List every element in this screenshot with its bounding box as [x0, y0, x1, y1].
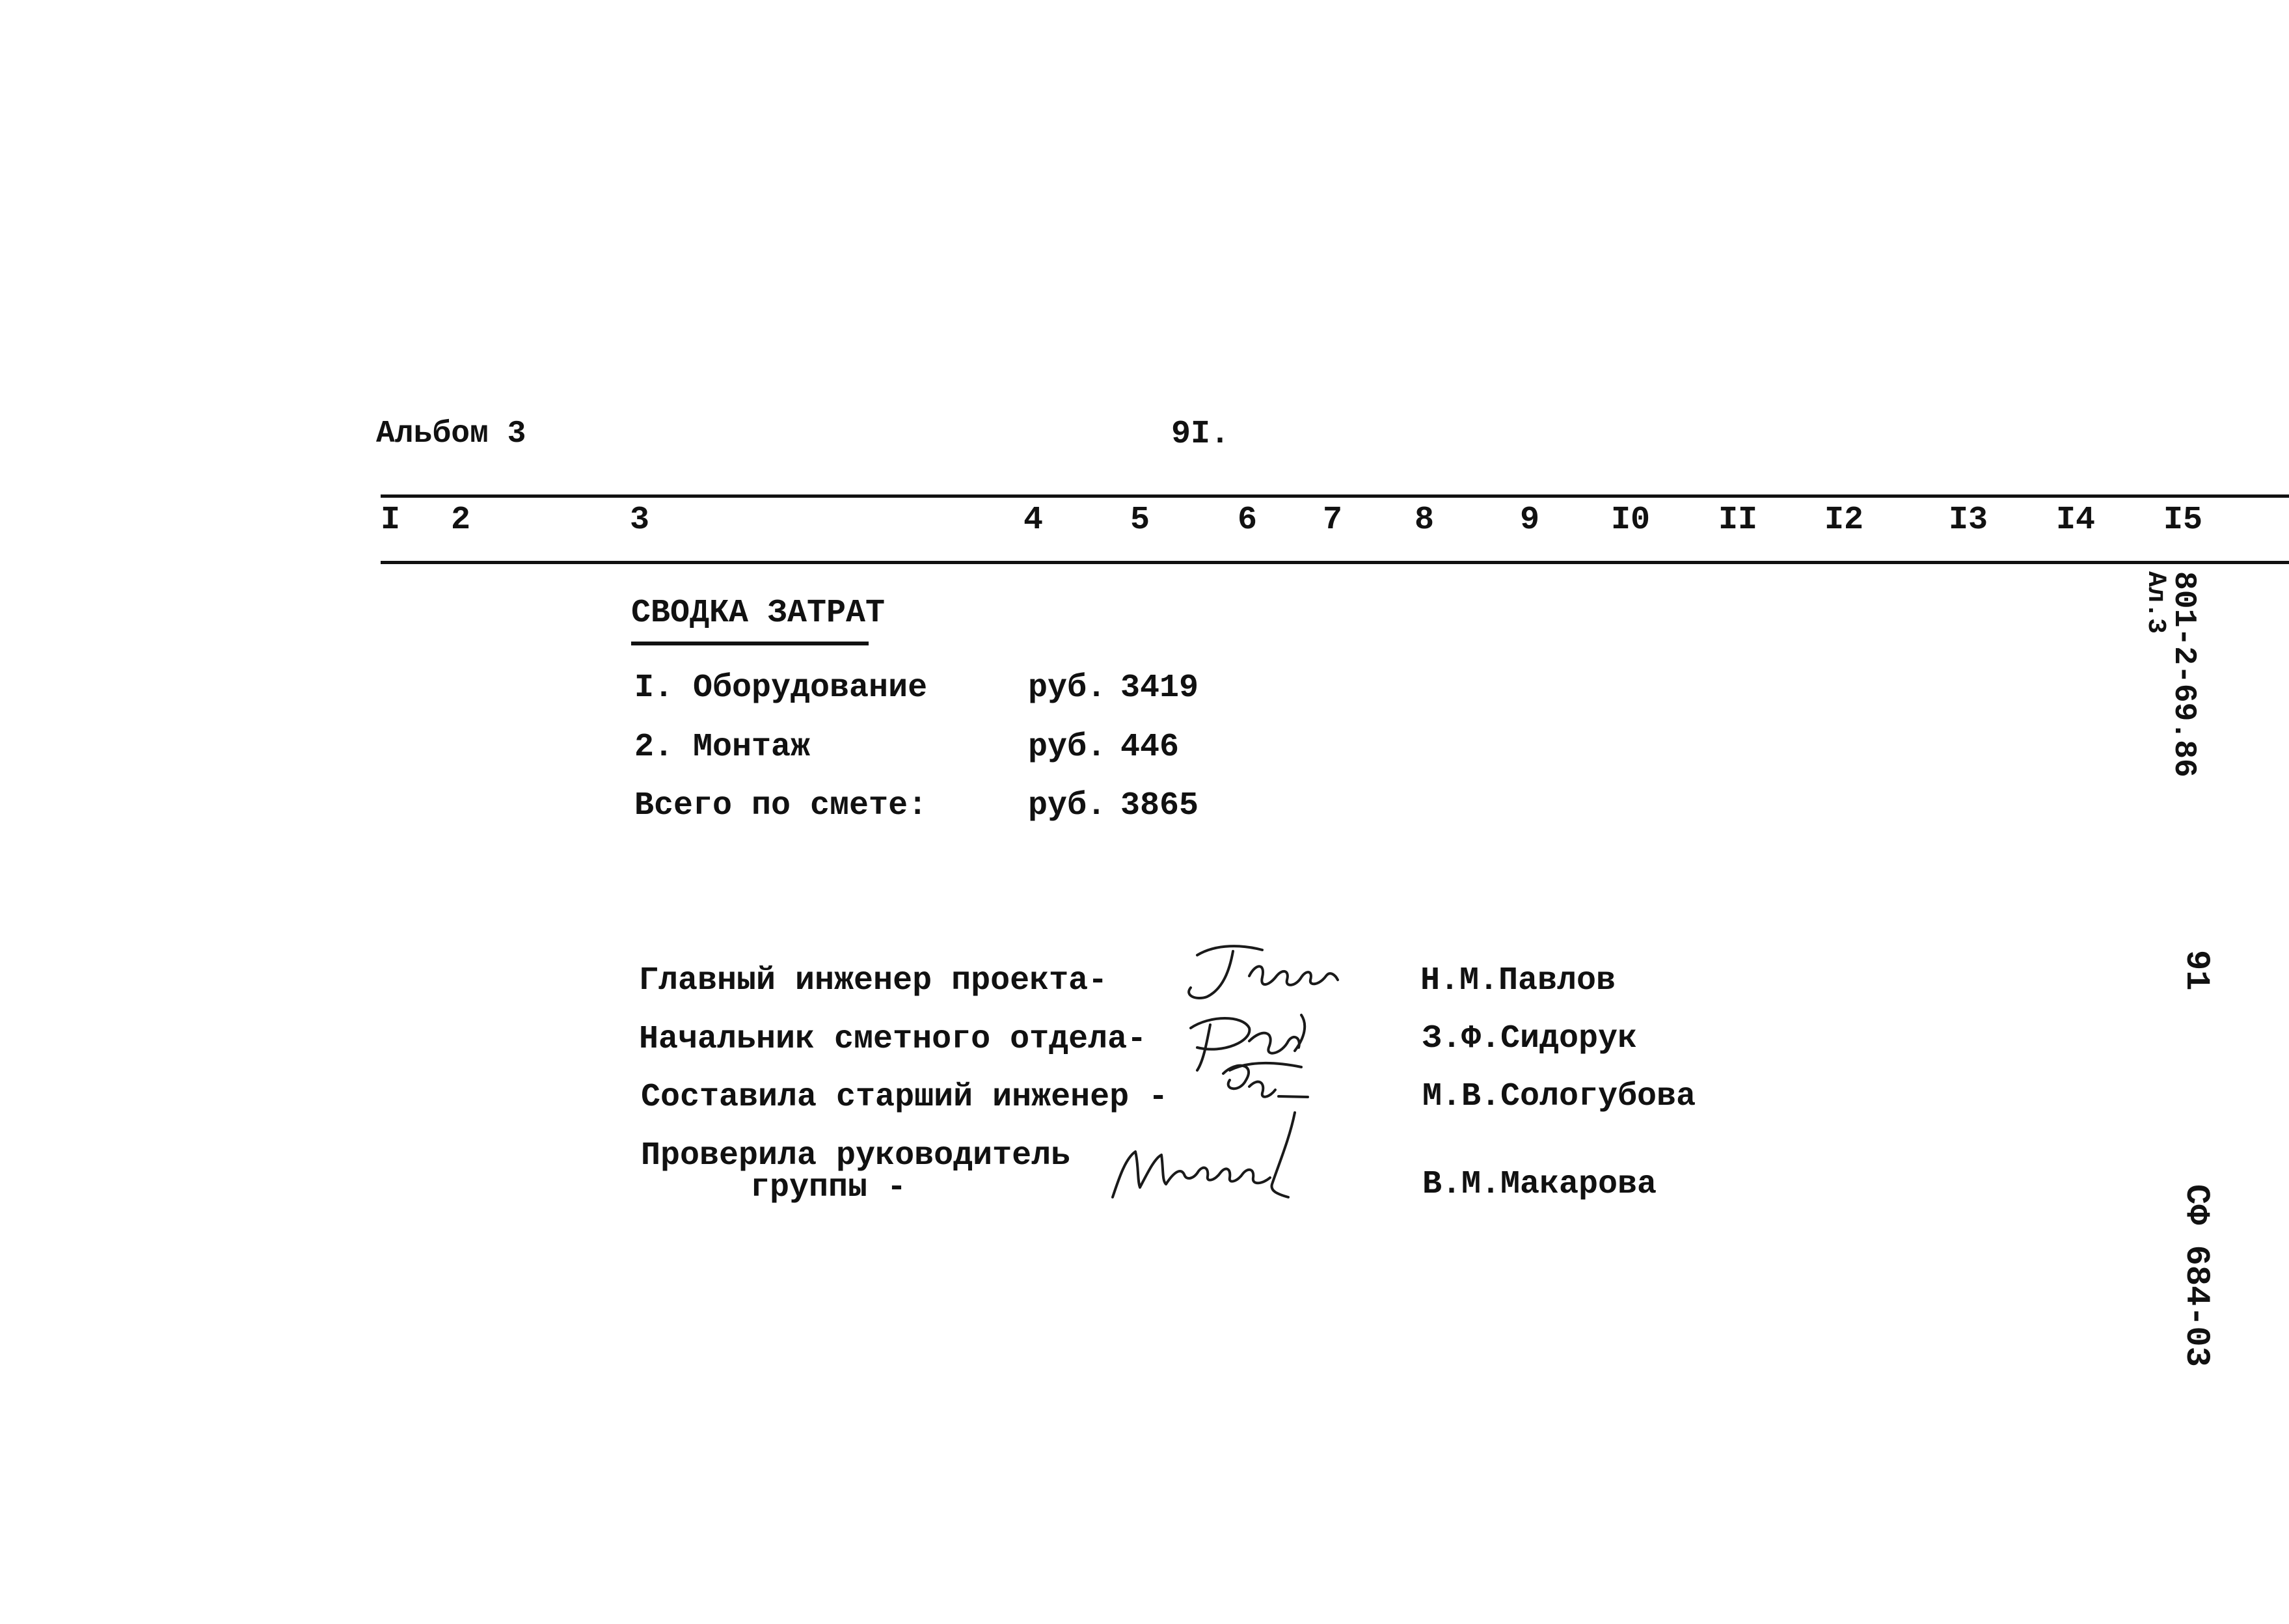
page-number: 9I. [1171, 416, 1230, 453]
column-number: I2 [1824, 502, 1864, 539]
signatory-position: Главный инженер проекта- [639, 962, 1108, 999]
signatory-name: М.В.Сологубова [1422, 1078, 1696, 1115]
summary-total-unit: руб. [1028, 787, 1107, 824]
column-number: 5 [1130, 502, 1150, 539]
column-number: 3 [630, 502, 650, 539]
album-label: Альбом 3 [376, 416, 526, 452]
summary-row-amount: 3419 [1120, 670, 1199, 707]
column-number: I4 [2056, 502, 2096, 539]
signatory-position: Составила старший инженер - [641, 1079, 1169, 1116]
archive-code: СФ 684-03 [2177, 1184, 2215, 1367]
signatory-name: З.Ф.Сидорук [1422, 1020, 1638, 1057]
column-number: 2 [451, 502, 471, 539]
column-number: 4 [1023, 502, 1044, 539]
sheet-number: 91 [2177, 950, 2215, 991]
signatory-position: Начальник сметного отдела- [639, 1021, 1147, 1058]
handwritten-signature [1100, 1106, 1314, 1210]
signatory-name: Н.М.Павлов [1420, 962, 1616, 999]
summary-row-amount: 446 [1120, 729, 1180, 766]
handwritten-signature [1171, 937, 1353, 1008]
summary-row-unit: руб. [1028, 729, 1107, 766]
handwritten-signature [1210, 1054, 1314, 1113]
column-number: 9 [1520, 502, 1540, 539]
document-code [2142, 571, 2199, 778]
column-number: I5 [2163, 502, 2203, 539]
column-number: 6 [1238, 502, 1258, 539]
document-code-line1: 801-2-69.86 [2166, 571, 2201, 778]
column-number: 7 [1323, 502, 1343, 539]
column-number: 8 [1415, 502, 1435, 539]
column-number: I0 [1611, 502, 1651, 539]
document-code-line2: Ал.3 [2141, 571, 2170, 634]
column-number: II [1718, 502, 1758, 539]
summary-total-amount: 3865 [1120, 787, 1199, 824]
summary-row-unit: руб. [1028, 670, 1107, 707]
signatory-position-continued: группы - [750, 1169, 907, 1206]
header-top-rule [381, 494, 2289, 498]
signatory-name: В.М.Макарова [1422, 1166, 1657, 1203]
column-number: I [381, 502, 401, 539]
summary-row-label: 2. Монтаж [634, 729, 811, 766]
header-bottom-rule [381, 561, 2289, 564]
summary-title: СВОДКА ЗАТРАТ [631, 595, 886, 632]
summary-row-label: I. Оборудование [634, 670, 928, 707]
signatory-position: Проверила руководитель [641, 1137, 1071, 1174]
column-number: I3 [1949, 502, 1988, 539]
summary-total-label: Всего по смете: [634, 787, 928, 824]
summary-title-underline [631, 642, 869, 645]
